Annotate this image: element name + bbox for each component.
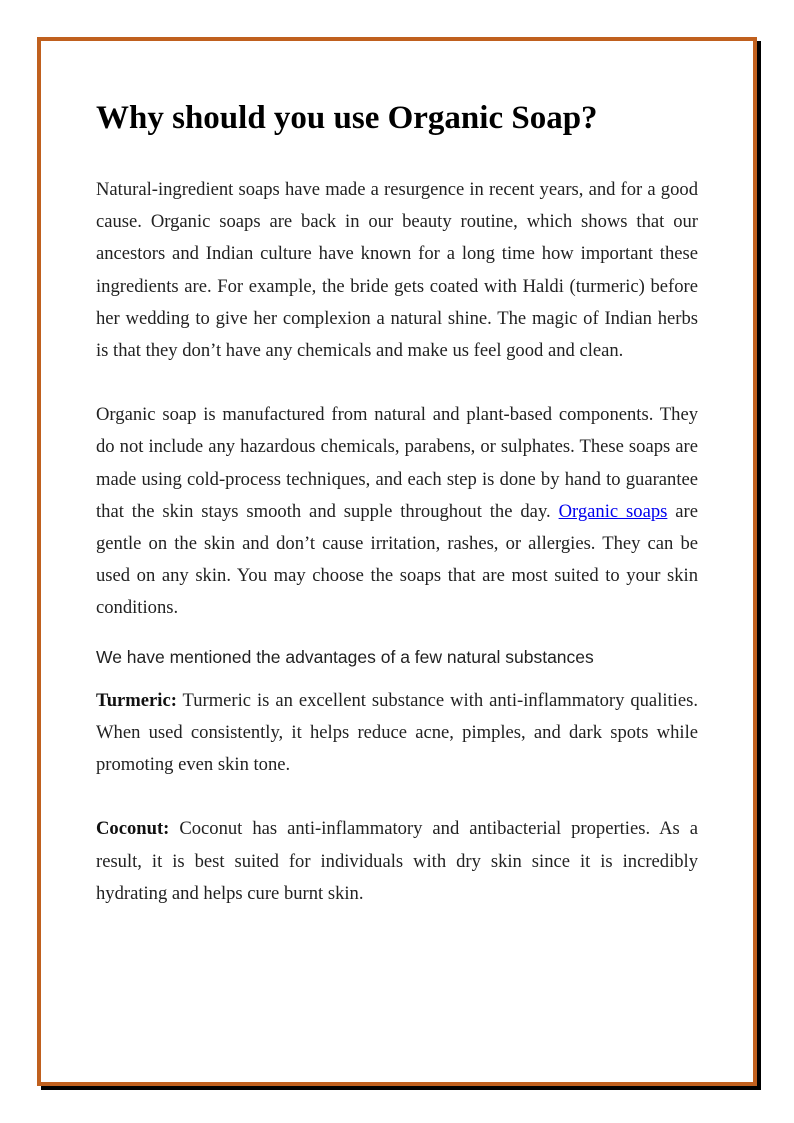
document-content [96, 96, 698, 910]
list-item-coconut [96, 813, 698, 910]
paragraph-text: Organic soap is manufactured from natural and plant-based components. They do not include any hazardous chemicals, parabens, or sulphates. These soaps are made using cold-process techniques, and each step is done by hand to guarantee that the skin stays smooth and supple throughout the day. [96, 404, 698, 522]
item-label: Turmeric: [96, 689, 177, 711]
organic-soaps-link[interactable]: Organic soaps [558, 500, 668, 522]
item-label: Coconut: [96, 818, 170, 840]
item-text: Turmeric is an excellent substance with anti-inflammatory qualities. When used consistently, it helps reduce acne, pimples, and dark spots while promoting even skin tone. [96, 689, 698, 776]
subheading: We have mentioned the advantages of a few natural substances [96, 646, 594, 667]
list-item-turmeric [96, 685, 698, 782]
item-text: Coconut has anti-inflammatory and antibacterial properties. As a result, it is best suited for individuals with dry skin since it is incredibly hydrating and helps cure burnt skin. [96, 818, 698, 904]
organic-soap-paragraph [96, 399, 698, 624]
intro-paragraph: Natural-ingredient soaps have made a resurgence in recent years, and for a good cause. Organic soaps are back in our beauty routine, which shows that our ancestors and Indian culture have known for a long time how important these ingredients are. For example, the bride gets coated with Haldi (turmeric) before her wedding to give her complexion a natural shine. The magic of Indian herbs is that they don’t have any chemicals and make us feel good and clean. [96, 179, 698, 362]
paragraph-text: are gentle on the skin and don’t cause irritation, rashes, or allergies. They can be used on any skin. You may choose the soaps that are most suited to your skin conditions. [96, 500, 698, 619]
page-title: Why should you use Organic Soap? [96, 100, 598, 136]
